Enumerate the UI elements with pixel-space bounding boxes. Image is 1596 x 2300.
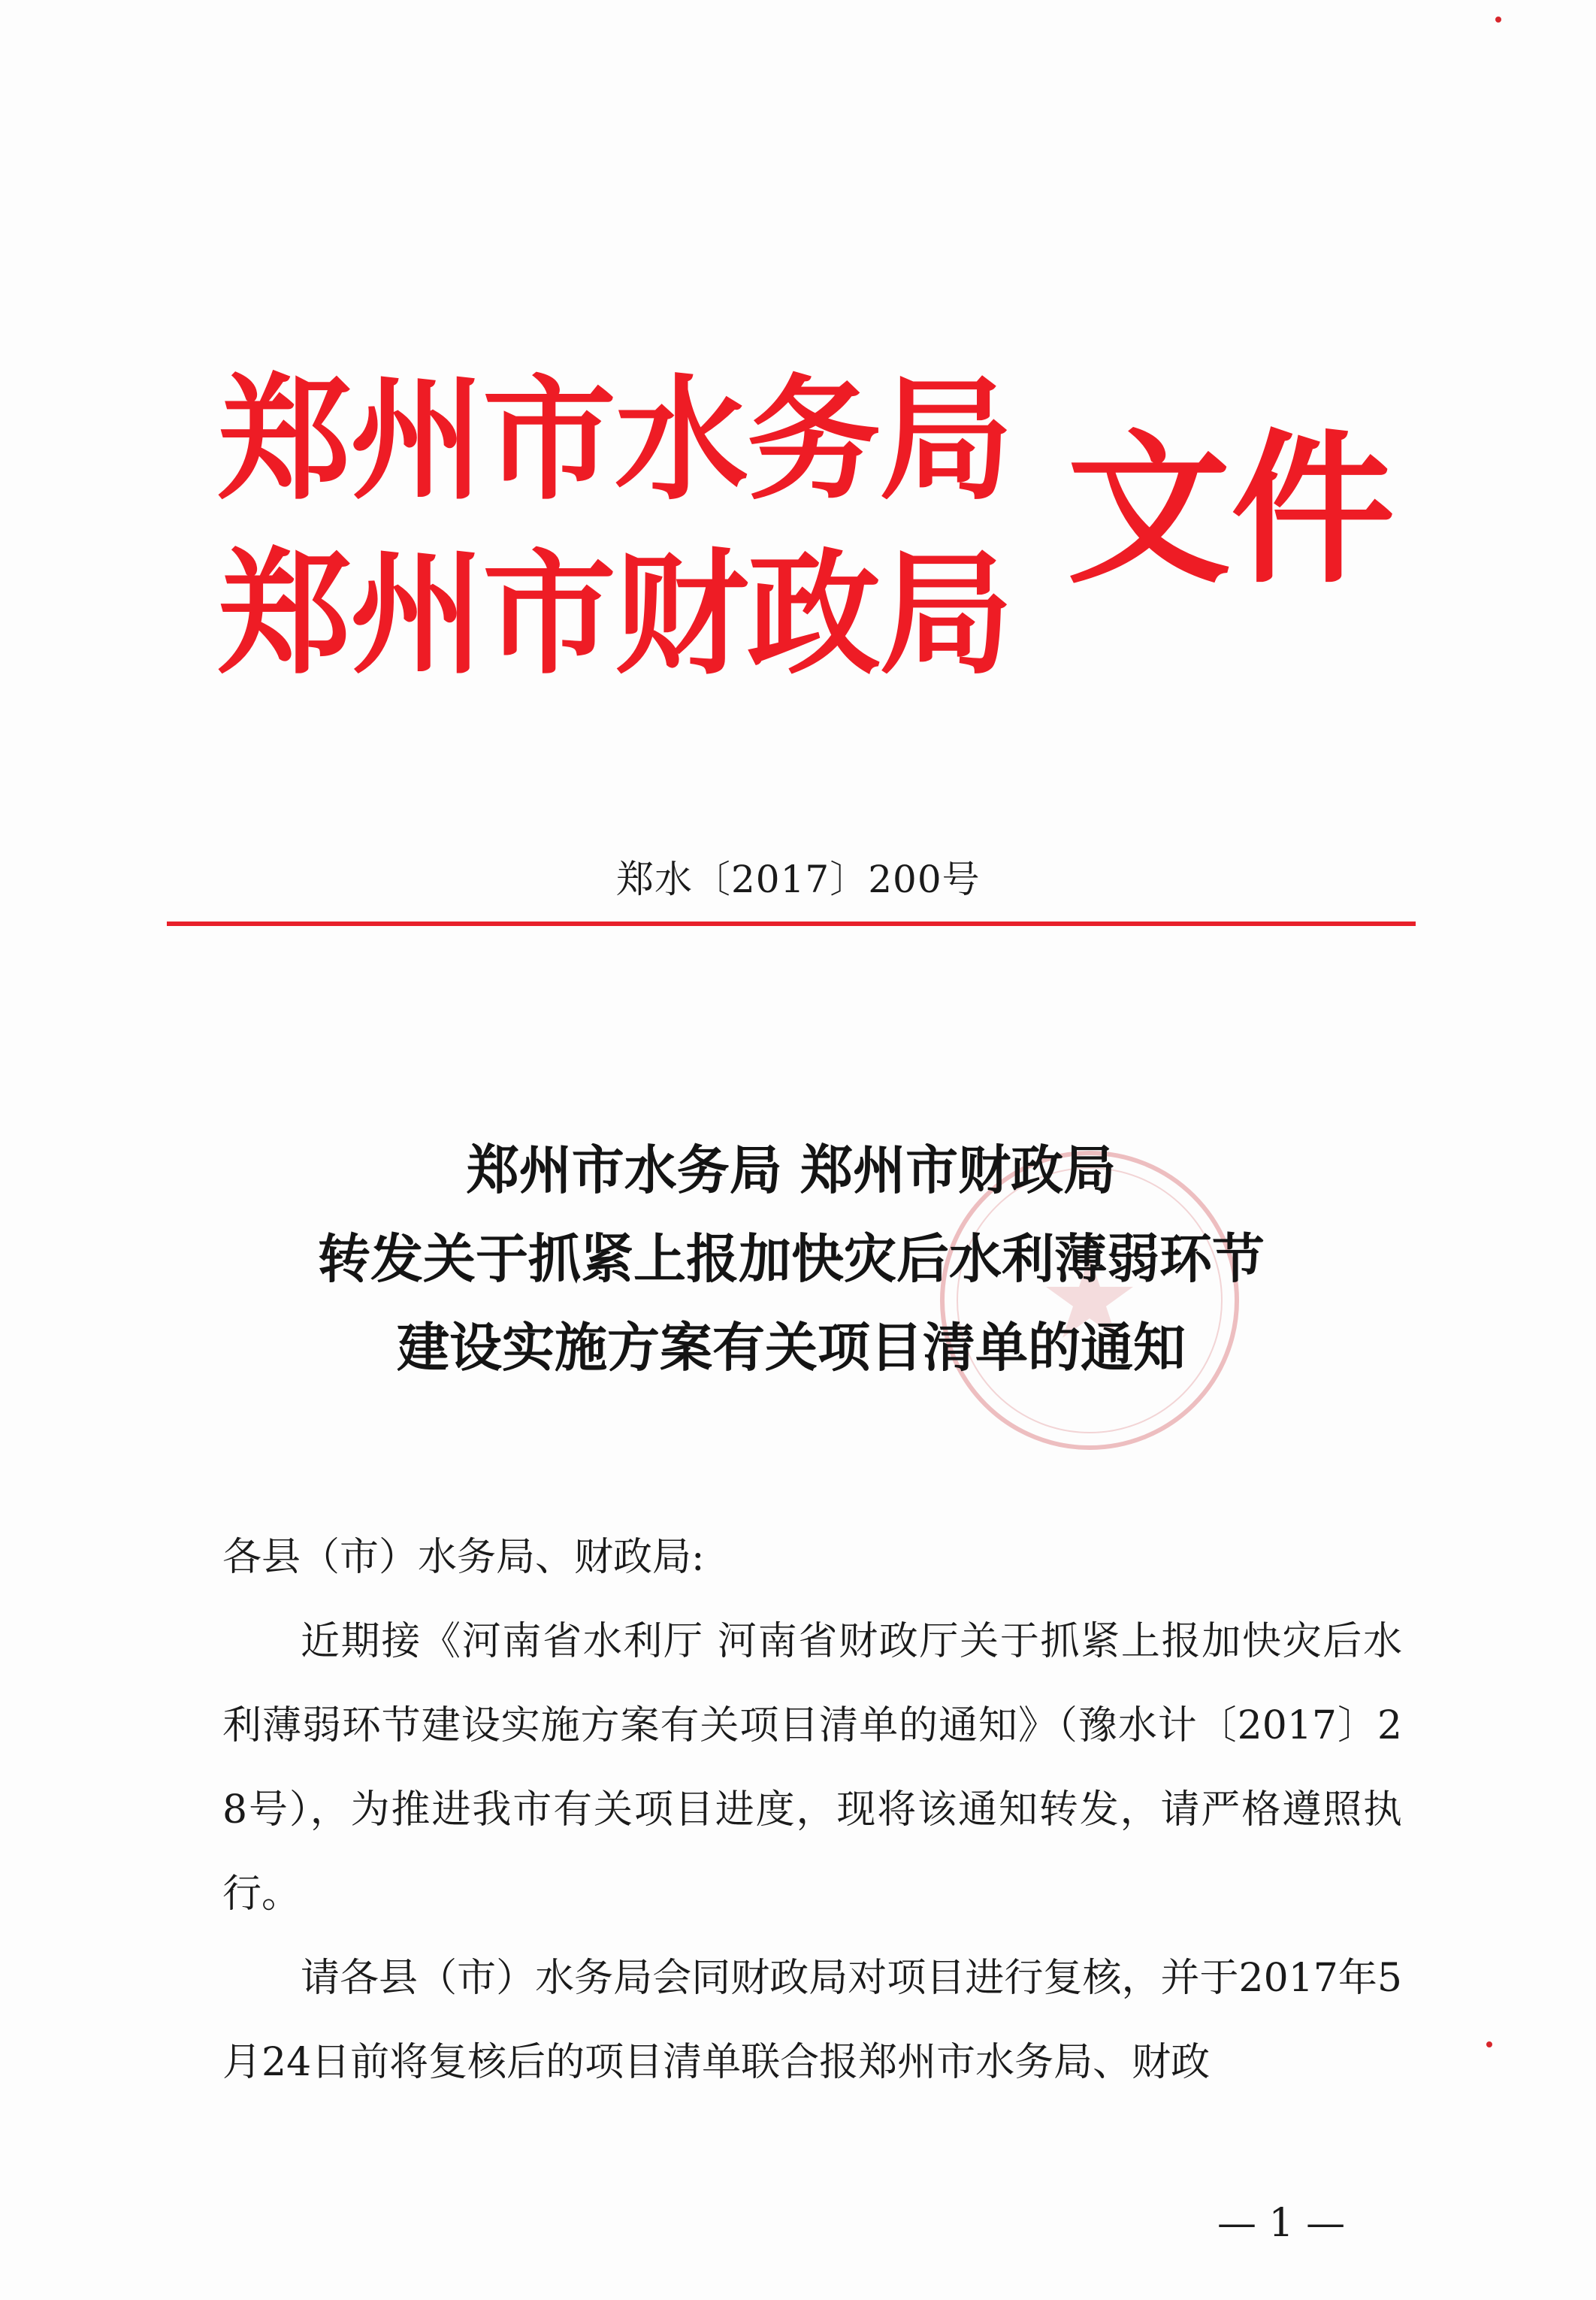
issuer-finance-bureau: 郑州市财政局 xyxy=(218,537,1011,692)
title-line-3: 建设实施方案有关项目清单的通知 xyxy=(397,1317,1186,1378)
document-number: 郑水〔2017〕200号 xyxy=(616,858,981,901)
page-number: — 1 — xyxy=(1217,2201,1346,2246)
red-divider-line xyxy=(167,922,1416,926)
body-paragraph-1: 近期接《河南省水利厅 河南省财政厅关于抓紧上报加快灾后水利薄弱环节建设实施方案有关项目清单的通知》（豫水计〔2017〕28号），为推进我市有关项目进度，现将该通知转发，请严格遵照执行。 xyxy=(222,1619,1402,1917)
document-title xyxy=(167,1126,1416,1392)
issuer-water-bureau: 郑州市水务局 xyxy=(218,362,1011,518)
title-line-2: 转发关于抓紧上报加快灾后水利薄弱环节 xyxy=(318,1228,1265,1290)
document-body xyxy=(222,1515,1402,2105)
title-line-1: 郑州市水务局 郑州市财政局 xyxy=(466,1139,1117,1201)
ink-speck xyxy=(1486,2041,1492,2047)
ink-speck xyxy=(1495,17,1501,23)
document-type-label: 文件 xyxy=(1067,416,1395,606)
issuer-block xyxy=(218,353,1059,702)
body-paragraph-2: 请各县（市）水务局会同财政局对项目进行复核，并于2017年5月24日前将复核后的项目清单联合报郑州市水务局、财政 xyxy=(222,1956,1402,2085)
salutation: 各县（市）水务局、财政局: xyxy=(222,1535,705,1580)
